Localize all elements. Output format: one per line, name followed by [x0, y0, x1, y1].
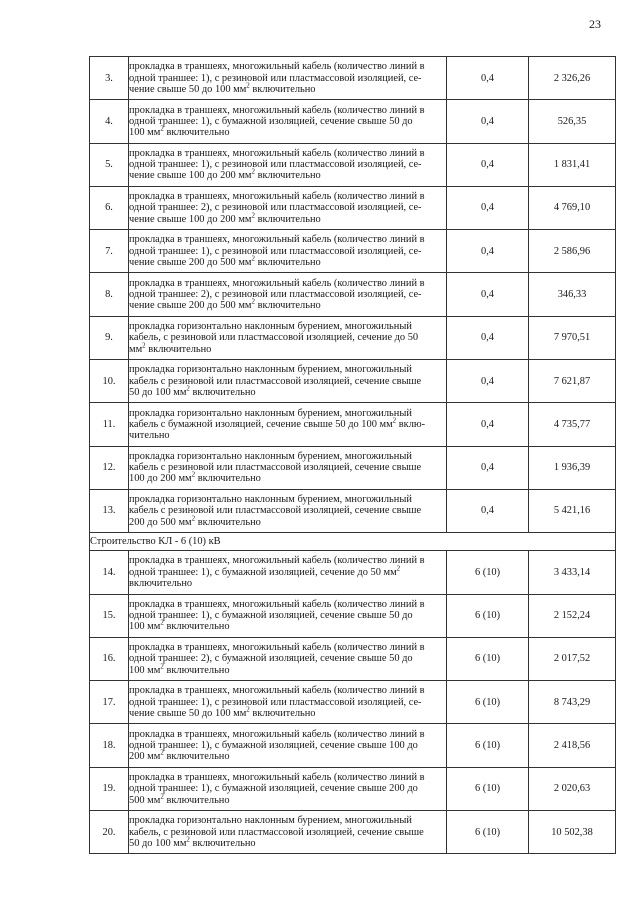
- table-row: [90, 360, 616, 403]
- table-row: [90, 316, 616, 359]
- description-line: одной траншее: 1), с резиновой или пластмассовой изоляцией, се-: [129, 245, 422, 257]
- description-line: одной траншее: 1), с резиновой или пластмассовой изоляцией, се-: [129, 159, 422, 171]
- row-number: 9.: [90, 316, 129, 359]
- row-number: 3.: [90, 57, 129, 100]
- description-line: прокладка горизонтально наклонным бурением, многожильный: [129, 815, 412, 827]
- row-rate-value: 2 152,24: [529, 594, 616, 637]
- table-body-04kv: [90, 57, 616, 533]
- row-number: 19.: [90, 767, 129, 810]
- row-number: 7.: [90, 230, 129, 273]
- row-voltage: 6 (10): [447, 767, 529, 810]
- row-rate-value: 7 970,51: [529, 316, 616, 359]
- row-description: [129, 316, 447, 359]
- row-rate-value: 2 017,52: [529, 637, 616, 680]
- row-description: [129, 681, 447, 724]
- row-description: [129, 403, 447, 446]
- description-line: одной траншее: 1), с бумажной изоляцией, сечение свыше 50 до: [129, 115, 413, 127]
- table-row: [90, 446, 616, 489]
- table-row: [90, 230, 616, 273]
- description-line: прокладка в траншеях, многожильный кабель (количество линий в: [129, 234, 425, 246]
- description-line: одной траншее: 1), с резиновой или пластмассовой изоляцией, се-: [129, 72, 422, 84]
- table-row: [90, 637, 616, 680]
- row-description: [129, 724, 447, 767]
- table-row: [90, 489, 616, 532]
- description-line: чение свыше 100 до 200 $мм^2$ включительно: [129, 211, 321, 225]
- row-number: 11.: [90, 403, 129, 446]
- description-line: 50 до 100 $мм^2$ включительно: [129, 835, 256, 849]
- description-line: одной траншее: 2), с резиновой или пластмассовой изоляцией, се-: [129, 288, 422, 300]
- description-line: кабель, с резиновой или пластмассовой изоляцией, сечение до 50: [129, 332, 419, 344]
- row-voltage: 0,4: [447, 230, 529, 273]
- description-line: чительно: [129, 430, 170, 442]
- row-description: [129, 143, 447, 186]
- section-header-row: [90, 533, 616, 551]
- description-line: чение свыше 200 до 500 $мм^2$ включительно: [129, 297, 321, 312]
- row-description: [129, 551, 447, 594]
- description-line: 200 до 500 $мм^2$ включительно: [129, 514, 261, 528]
- description-line: прокладка в траншеях, многожильный кабель (количество линий в: [129, 147, 425, 159]
- description-line: одной траншее: 2), с резиновой или пластмассовой изоляцией, се-: [129, 202, 422, 214]
- description-line: чение свыше 100 до 200 $мм^2$ включительно: [129, 167, 321, 182]
- table-row: [90, 100, 616, 143]
- row-voltage: 0,4: [447, 446, 529, 489]
- row-number: 10.: [90, 360, 129, 403]
- description-line: 100 $мм^2$ включительно: [129, 618, 230, 633]
- row-description: [129, 446, 447, 489]
- description-line: кабель, с резиновой или пластмассовой изоляцией, сечение свыше: [129, 826, 424, 838]
- row-voltage: 6 (10): [447, 594, 529, 637]
- row-number: 12.: [90, 446, 129, 489]
- description-line: 100 $мм^2$ включительно: [129, 662, 230, 676]
- row-description: [129, 57, 447, 100]
- description-line: прокладка в траншеях, многожильный кабель (количество линий в: [129, 277, 425, 289]
- description-line: одной траншее: 1), с резиновой или пластмассовой изоляцией, се-: [129, 696, 422, 708]
- row-voltage: 6 (10): [447, 681, 529, 724]
- row-voltage: 6 (10): [447, 724, 529, 767]
- row-rate-value: 2 326,26: [529, 57, 616, 100]
- description-line: прокладка в траншеях, многожильный кабель (количество линий в: [129, 642, 425, 654]
- row-rate-value: 5 421,16: [529, 489, 616, 532]
- description-line: прокладка горизонтально наклонным бурением, многожильный: [129, 494, 412, 506]
- row-description: [129, 360, 447, 403]
- row-rate-value: 8 743,29: [529, 681, 616, 724]
- row-number: 4.: [90, 100, 129, 143]
- row-voltage: 0,4: [447, 316, 529, 359]
- row-number: 8.: [90, 273, 129, 316]
- description-line: кабель с бумажной изоляцией, сечение свыше 50 до 100 $мм^2$ вклю-: [129, 416, 426, 430]
- description-line: кабель с резиновой или пластмассовой изоляцией, сечение свыше: [129, 505, 422, 517]
- description-line: чение свыше 200 до 500 $мм^2$ включительно: [129, 254, 321, 268]
- description-line: включительно: [129, 578, 193, 590]
- row-description: [129, 637, 447, 680]
- row-description: [129, 186, 447, 229]
- row-rate-value: 1 936,39: [529, 446, 616, 489]
- row-voltage: 6 (10): [447, 811, 529, 854]
- description-line: прокладка в траншеях, многожильный кабель (количество линий в: [129, 104, 425, 116]
- row-rate-value: 1 831,41: [529, 143, 616, 186]
- row-description: [129, 811, 447, 854]
- row-rate-value: 2 586,96: [529, 230, 616, 273]
- row-description: [129, 273, 447, 316]
- description-line: 500 $мм^2$ включительно: [129, 792, 230, 806]
- row-rate-value: 4 769,10: [529, 186, 616, 229]
- row-number: 20.: [90, 811, 129, 854]
- row-number: 14.: [90, 551, 129, 594]
- row-rate-value: 7 621,87: [529, 360, 616, 403]
- description-line: прокладка горизонтально наклонным бурением, многожильный: [129, 407, 412, 419]
- table-row: [90, 273, 616, 316]
- description-line: прокладка горизонтально наклонным бурением, многожильный: [129, 450, 412, 462]
- description-line: прокладка в траншеях, многожильный кабель (количество линий в: [129, 598, 425, 610]
- row-number: 6.: [90, 186, 129, 229]
- row-description: [129, 489, 447, 532]
- description-line: одной траншее: 1), с бумажной изоляцией, сечение свыше 100 до: [129, 739, 418, 751]
- table-row: [90, 403, 616, 446]
- row-voltage: 6 (10): [447, 637, 529, 680]
- tariff-table: [89, 56, 616, 854]
- row-voltage: 0,4: [447, 273, 529, 316]
- row-number: 16.: [90, 637, 129, 680]
- row-voltage: 0,4: [447, 143, 529, 186]
- row-number: 18.: [90, 724, 129, 767]
- description-line: 100 до 200 $мм^2$ включительно: [129, 471, 261, 485]
- table-row: [90, 551, 616, 594]
- table-row: [90, 143, 616, 186]
- description-line: кабель с резиновой или пластмассовой изоляцией, сечение свыше: [129, 462, 422, 474]
- row-number: 13.: [90, 489, 129, 532]
- table-section-6-10kv: [90, 533, 616, 551]
- row-voltage: 0,4: [447, 186, 529, 229]
- row-rate-value: 10 502,38: [529, 811, 616, 854]
- row-rate-value: 4 735,77: [529, 403, 616, 446]
- row-description: [129, 767, 447, 810]
- description-line: прокладка в траншеях, многожильный кабель (количество линий в: [129, 555, 425, 567]
- section-title: Строительство КЛ - 6 (10) кВ: [90, 533, 616, 551]
- table-body-6-10kv: [90, 551, 616, 854]
- table-row: [90, 724, 616, 767]
- page-number: 23: [589, 17, 601, 31]
- row-number: 15.: [90, 594, 129, 637]
- description-line: одной траншее: 1), с бумажной изоляцией, сечение свыше 50 до: [129, 610, 413, 622]
- row-rate-value: 3 433,14: [529, 551, 616, 594]
- description-line: $мм^2$ включительно: [129, 341, 212, 355]
- row-number: 5.: [90, 143, 129, 186]
- row-description: [129, 594, 447, 637]
- description-line: одной траншее: 1), с бумажной изоляцией, сечение до 50 $мм^2$: [129, 564, 401, 578]
- description-line: чение свыше 50 до 100 $мм^2$ включительно: [129, 81, 316, 95]
- row-voltage: 0,4: [447, 489, 529, 532]
- row-rate-value: 526,35: [529, 100, 616, 143]
- table-row: [90, 681, 616, 724]
- row-voltage: 6 (10): [447, 551, 529, 594]
- table-row: [90, 186, 616, 229]
- description-line: 200 $мм^2$ включительно: [129, 748, 230, 763]
- description-line: одной траншее: 2), с бумажной изоляцией, сечение свыше 50 до: [129, 653, 413, 665]
- description-line: прокладка в траншеях, многожильный кабель (количество линий в: [129, 61, 425, 73]
- description-line: 50 до 100 $мм^2$ включительно: [129, 384, 256, 398]
- row-rate-value: 346,33: [529, 273, 616, 316]
- description-line: прокладка в траншеях, многожильный кабель (количество линий в: [129, 191, 425, 203]
- row-voltage: 0,4: [447, 360, 529, 403]
- row-description: [129, 230, 447, 273]
- table-row: [90, 57, 616, 100]
- description-line: чение свыше 50 до 100 $мм^2$ включительно: [129, 705, 316, 719]
- row-voltage: 0,4: [447, 57, 529, 100]
- description-line: прокладка горизонтально наклонным бурением, многожильный: [129, 364, 412, 376]
- row-rate-value: 2 418,56: [529, 724, 616, 767]
- description-line: прокладка в траншеях, многожильный кабель (количество линий в: [129, 685, 425, 697]
- table-row: [90, 767, 616, 810]
- description-line: прокладка горизонтально наклонным бурением, многожильный: [129, 320, 412, 332]
- row-voltage: 0,4: [447, 100, 529, 143]
- row-voltage: 0,4: [447, 403, 529, 446]
- description-line: одной траншее: 1), с бумажной изоляцией, сечение свыше 200 до: [129, 783, 418, 795]
- row-number: 17.: [90, 681, 129, 724]
- description-line: кабель с резиновой или пластмассовой изоляцией, сечение свыше: [129, 375, 422, 387]
- table-row: [90, 811, 616, 854]
- table-row: [90, 594, 616, 637]
- description-line: 100 $мм^2$ включительно: [129, 124, 230, 139]
- row-rate-value: 2 020,63: [529, 767, 616, 810]
- row-description: [129, 100, 447, 143]
- description-line: прокладка в траншеях, многожильный кабель (количество линий в: [129, 728, 425, 740]
- description-line: прокладка в траншеях, многожильный кабель (количество линий в: [129, 771, 425, 783]
